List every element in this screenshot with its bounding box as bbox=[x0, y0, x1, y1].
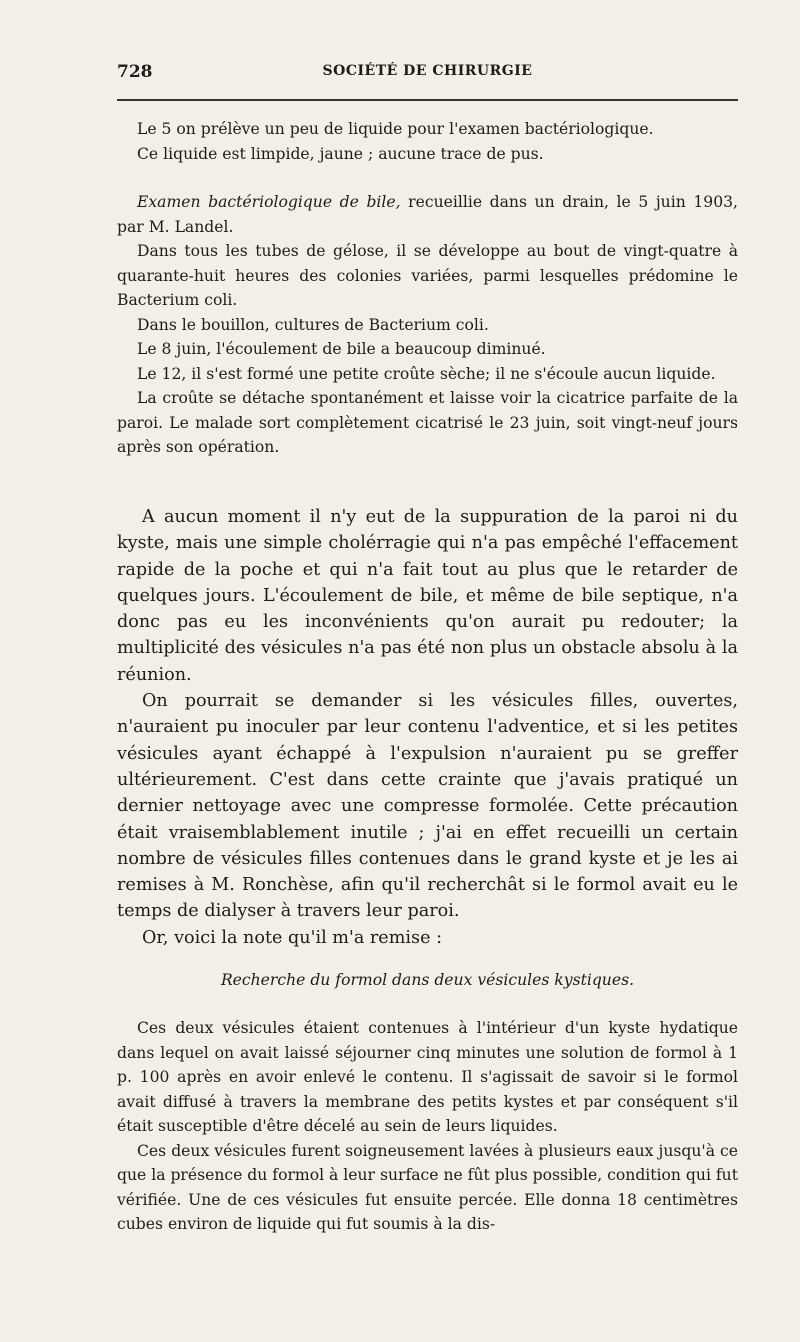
paragraph: On pourrait se demander si les vésicules filles, ouvertes, n'auraient pu inoculer par leur contenu l'adventice, et si les petites vésicules ayant échappé à l'expulsion n'auraient pu se greffer ultérieurement. C'est dans cette crainte que j'avais pratiqué un dernier nettoyage avec une compresse formolée. Cette précaution était vraisemblablement inutile ; j'ai en effet recueilli un certain nombre de vésicules filles contenues dans le grand kyste et je les ai remises à M. Ronchèse, afin qu'il recherchât si le formol avait eu le temps de dialyser à travers leur paroi. bbox=[117, 691, 738, 922]
paragraph: Dans tous les tubes de gélose, il se développe au bout de vingt-quatre à quarante-huit heures des colonies variées, parmi lesquelles prédomine le Bacterium coli. bbox=[117, 242, 738, 309]
block-examen-bacteriologique bbox=[117, 190, 738, 460]
section-subtitle: Recherche du formol dans deux vésicules kystiques. bbox=[220, 971, 635, 989]
page-header bbox=[117, 60, 738, 88]
paragraph: Le 5 on prélève un peu de liquide pour l'examen bactériologique. bbox=[137, 120, 654, 138]
examen-text: recueillie dans un drain, le 5 juin 1903, par M. Landel. bbox=[117, 193, 738, 236]
paragraph: Le 12, il s'est formé une petite croûte sèche; il ne s'écoule aucun liquide. bbox=[137, 364, 716, 383]
block-note-formol bbox=[117, 1016, 738, 1237]
paragraph bbox=[117, 190, 738, 239]
examen-title: Examen bactériologique de bile, bbox=[137, 193, 401, 211]
paragraph: Dans le bouillon, cultures de Bacterium coli. bbox=[137, 315, 489, 334]
paragraph: Ces deux vésicules furent soigneusement lavées à plusieurs eaux jusqu'à ce que la présence du formol à leur surface ne fût plus possible, condition qui fut vérifiée. Une de ces vésicules fut ensuite percée. Elle donna 18 centimètres cubes environ de liquide qui fut soumis à la dis- bbox=[117, 1141, 738, 1233]
paragraph: A aucun moment il n'y eut de la suppuration de la paroi ni du kyste, mais une simple cholérragie qui n'a pas empêché l'effacement rapide de la poche et qui n'a fait tout au plus que le retarder de quelques jours. L'écoulement de bile, et même de bile septique, n'a donc pas eu les inconvénients qu'on aurait pu redouter; la multiplicité des vésicules n'a pas été non plus un obstacle absolu à la réunion. bbox=[117, 507, 738, 685]
paragraph: Ces deux vésicules étaient contenues à l'intérieur d'un kyste hydatique dans lequel on avait laissé séjourner cinq minutes une solution de formol à 1 p. 100 après en avoir enlevé le contenu. Il s'agissait de savoir si le formol avait diffusé à travers la membrane des petits kystes et par conséquent s'il était susceptible d'être décelé au sein de leurs liquides. bbox=[117, 1019, 738, 1135]
block-prelevement bbox=[117, 117, 738, 166]
running-title: SOCIÉTÉ DE CHIRURGIE bbox=[322, 63, 533, 79]
block-discussion bbox=[117, 504, 738, 951]
paragraph: Ce liquide est limpide, jaune ; aucune trace de pus. bbox=[137, 144, 544, 163]
page-number: 728 bbox=[117, 62, 153, 82]
paragraph: La croûte se détache spontanément et laisse voir la cicatrice parfaite de la paroi. Le malade sort complètement cicatrisé le 23 juin, soit vingt-neuf jours après son opération. bbox=[117, 389, 738, 456]
paragraph: Or, voici la note qu'il m'a remise : bbox=[142, 927, 442, 948]
paragraph: Le 8 juin, l'écoulement de bile a beaucoup diminué. bbox=[137, 340, 546, 358]
header-rule bbox=[117, 99, 738, 101]
